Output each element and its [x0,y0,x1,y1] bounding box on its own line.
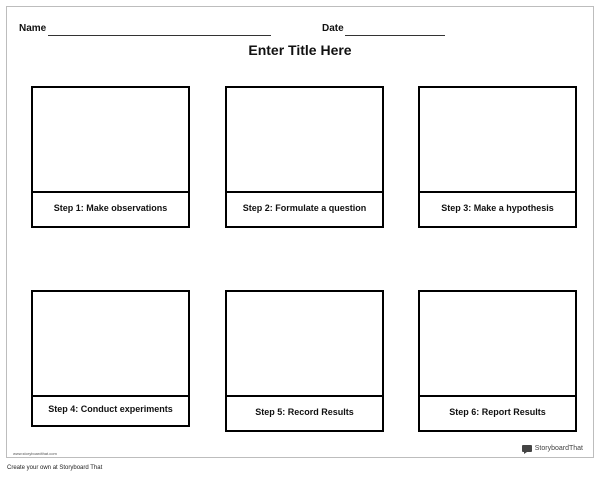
drawing-panel-2 [227,88,382,193]
step-cell-1 [31,86,190,228]
drawing-panel-1 [33,88,188,193]
step-caption-4: Step 4: Conduct experiments [48,404,173,414]
step-cell-6 [418,290,577,432]
step-caption-6: Step 6: Report Results [449,406,546,417]
step-cell-3 [418,86,577,228]
name-line [48,35,271,36]
drawing-panel-3 [420,88,575,193]
drawing-panel-5 [227,292,382,397]
brand-name: StoryboardThat [534,445,583,452]
brand-logo [522,445,583,452]
step-caption-1: Step 1: Make observations [53,202,168,213]
step-caption-3: Step 3: Make a hypothesis [441,202,554,213]
step-caption-2: Step 2: Formulate a question [242,202,367,213]
drawing-panel-4 [33,292,188,397]
step-caption-5: Step 5: Record Results [255,406,354,417]
step-cell-2 [225,86,384,228]
worksheet-title: Enter Title Here [248,42,352,58]
step-cell-4 [31,290,190,427]
drawing-panel-6 [420,292,575,397]
date-label: Date [322,23,344,34]
step-cell-5 [225,290,384,432]
speech-bubble-icon [522,445,532,452]
name-label: Name [19,23,47,34]
create-your-own-text: Create your own at Storyboard That [7,465,103,471]
footer-url: www.storyboardthat.com [13,451,57,456]
date-line [345,35,445,36]
